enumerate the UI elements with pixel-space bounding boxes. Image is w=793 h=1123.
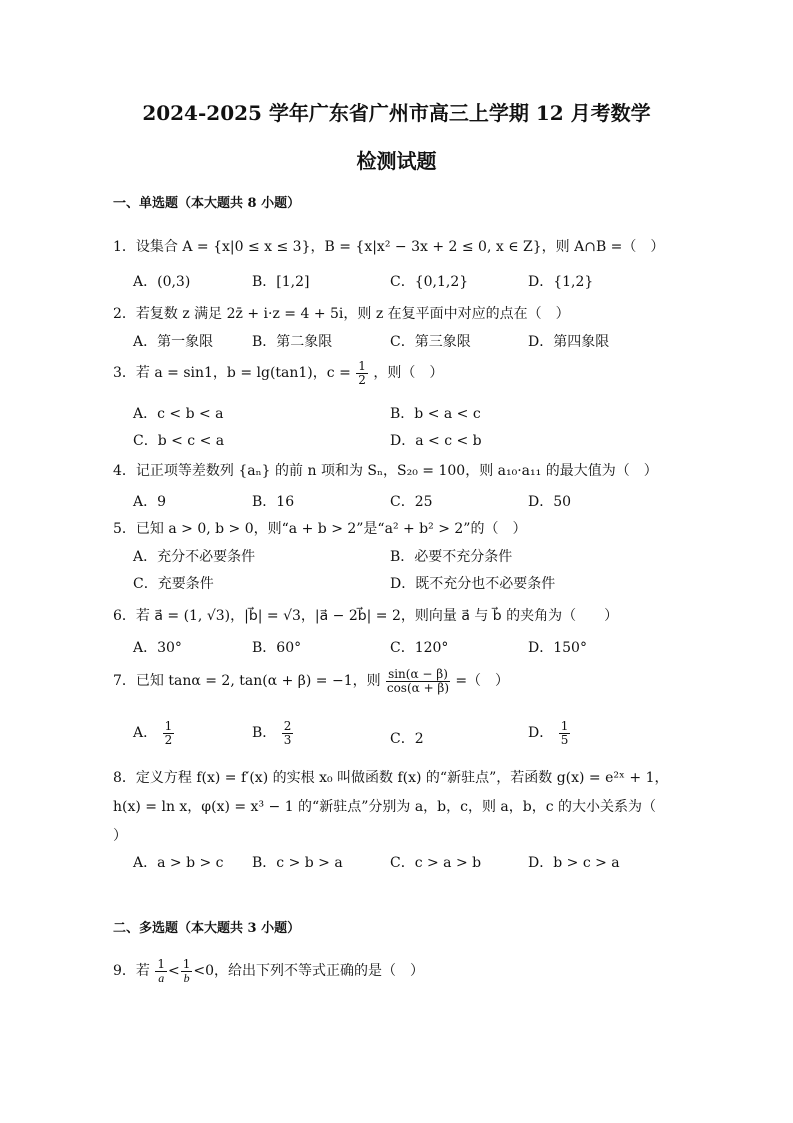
question-6-option-b: B．60° [252,640,302,656]
question-1-option-c: C．{0,1,2} [390,274,469,290]
question-4-option-a: A．9 [133,494,167,510]
question-6-option-a: A．30° [133,640,182,656]
question-7-option-b [252,720,294,746]
question-7-option-d-numerator: 1 [560,719,569,733]
question-5-option-d: D．既不充分也不必要条件 [390,576,556,592]
question-7-stem [113,668,509,694]
question-8-line-3: ） [113,828,127,844]
question-7-option-b-fraction [282,720,294,746]
question-7-fraction-denominator: cos(α + β) [386,680,450,695]
question-3-fraction-numerator: 1 [358,359,366,373]
question-3-stem-post: ，则（ ） [373,365,444,382]
question-7-option-b-denominator: 3 [283,732,292,747]
question-7-option-c-value: 2 [414,731,424,747]
question-2-option-c: C．第三象限 [390,334,471,350]
question-7-option-d-denominator: 5 [560,732,569,747]
question-8-option-a: A．a > b > c [133,855,224,871]
question-7-option-a-denominator: 2 [164,732,173,747]
question-3-option-b: B．b < a < c [390,406,481,422]
question-1-option-b: B．[1,2] [252,274,310,290]
question-2-option-a: A．第一象限 [133,334,214,350]
question-7-fraction-numerator: sin(α − β) [388,667,448,681]
question-7-option-d-fraction [559,720,571,746]
question-6-option-d: D．150° [528,640,587,656]
page-title: 2024-2025 学年广东省广州市高三上学期 12 月考数学 [142,101,651,125]
question-7-option-d [528,720,571,746]
question-9-fraction-2-numerator: 1 [182,957,191,971]
question-8-line-2: h(x) = ln x，φ(x) = x³ − 1 的“新驻点”分别为 a，b，c，则 a，b，c 的大小关系为（ [113,799,657,815]
question-8-option-c: C．c > a > b [390,855,482,871]
question-7-option-a-letter: A． [133,725,158,742]
question-5-option-a: A．充分不必要条件 [133,549,256,565]
question-7-option-a-fraction [163,720,175,746]
question-7-option-a [133,720,175,746]
question-6-option-c: C．120° [390,640,449,656]
question-5-option-b: B．必要不充分条件 [390,549,513,565]
question-1-stem: 1．设集合 A = {x|0 ≤ x ≤ 3}，B = {x|x² − 3x + 2 ≤ 0, x ∈ Z}，则 A∩B =（ ） [113,239,665,255]
question-4-option-b: B．16 [252,494,295,510]
section-heading-single-choice: 一、单选题（本大题共 8 小题） [113,196,301,211]
question-9-fraction-1 [155,958,167,984]
question-5-stem: 5．已知 a > 0, b > 0，则“a + b > 2”是“a² + b² > 2”的（ ） [113,521,527,537]
question-7-option-b-letter: B． [252,725,277,742]
question-3-stem [113,360,443,386]
question-7-option-b-numerator: 2 [283,719,292,733]
question-9-less-than: < [168,963,180,980]
question-8-option-d: D．b > c > a [528,855,620,871]
question-8-line-1: 8．定义方程 f(x) = f′(x) 的实根 x₀ 叫做函数 f(x) 的“新驻点”，若函数 g(x) = e²ˣ + 1， [113,770,669,786]
question-2-option-b: B．第二象限 [252,334,333,350]
section-heading-multiple-choice: 二、多选题（本大题共 3 小题） [113,921,301,936]
question-1-option-a: A．(0,3) [133,274,191,290]
question-9-fraction-2-denominator: b [183,970,190,985]
question-9-fraction-2 [181,958,193,984]
question-7-stem-post: =（ ） [455,673,510,690]
question-2-option-d: D．第四象限 [528,334,610,350]
question-5-option-c: C．充要条件 [133,576,214,592]
question-9-fraction-1-denominator: a [158,970,165,985]
question-3-option-c: C．b < c < a [133,433,225,449]
question-8-option-b: B．c > b > a [252,855,343,871]
question-7-option-d-letter: D． [528,725,554,742]
question-4-option-c: C．25 [390,494,433,510]
question-3-option-a: A．c < b < a [133,406,224,422]
question-7-stem-pre: 7．已知 tanα = 2, tan(α + β) = −1，则 [113,673,381,690]
question-3-fraction [356,360,368,386]
question-4-stem: 4．记正项等差数列 {aₙ} 的前 n 项和为 Sₙ，S₂₀ = 100，则 a₁₀·a₁₁ 的最大值为（ ） [113,463,658,479]
question-9-number: 9．若 [113,963,150,980]
question-1-option-d: D．{1,2} [528,274,594,290]
question-6-stem: 6．若 a⃗ = (1, √3)，|b⃗| = √3，|a⃗ − 2b⃗| = 2，则向量 a⃗ 与 b⃗ 的夹角为（ ） [113,608,619,624]
question-3-option-d: D．a < c < b [390,433,482,449]
question-4-option-d: D．50 [528,494,572,510]
page-subtitle: 检测试题 [356,149,437,173]
question-7-option-c [390,728,424,748]
question-3-fraction-denominator: 2 [358,372,366,387]
question-9-fraction-1-numerator: 1 [157,957,166,971]
question-3-stem-pre: 3．若 a = sin1，b = lg(tan1)，c = [113,365,351,382]
question-7-option-c-letter: C． [390,731,415,747]
question-7-fraction [386,668,450,694]
question-9-stem-post: <0，给出下列不等式正确的是（ ） [193,963,425,980]
question-2-stem: 2．若复数 z 满足 2z̄ + i·z = 4 + 5i，则 z 在复平面中对应的点在（ ） [113,306,570,322]
question-7-option-a-numerator: 1 [164,719,173,733]
question-9-stem [113,958,424,984]
